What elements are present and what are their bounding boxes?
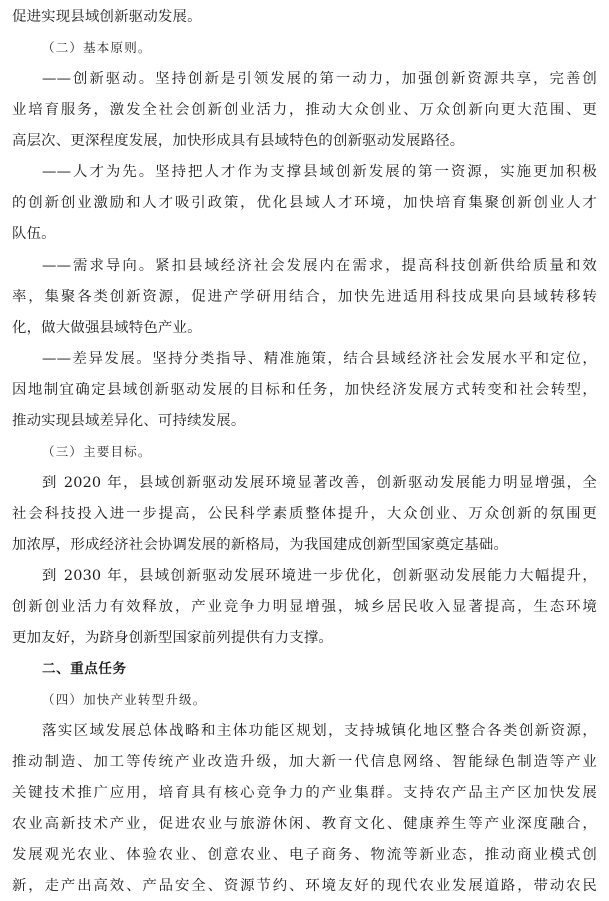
paragraph-line: ——差异发展。坚持分类指导、精准施策，结合县域经济社会发展水平和定位， [42,351,597,367]
paragraph-line: 落实区域发展总体战略和主体功能区规划，支持城镇化地区整合各类创新资源， [42,723,597,739]
paragraph-line: 关键技术推广应用，培育具有核心竞争力的产业集群。支持农产品主产区加快发展 [12,785,597,801]
paragraph-line: 高层次、更深程度发展，加快形成具有县域特色的创新驱动发展路径。 [12,133,465,149]
paragraph-line: 队伍。 [12,226,56,242]
paragraph-line: 到 2030 年，县域创新驱动发展环境进一步优化，创新驱动发展能力大幅提升， [42,568,597,584]
paragraph-line: 的创新创业激励和人才吸引政策，优化县域人才环境，加快培育集聚创新创业人才 [12,195,597,211]
paragraph-line: ——人才为先。坚持把人才作为支撑县域创新发展的第一资源，实施更加积极 [42,164,597,180]
paragraph-line: 化，做大做强县域特色产业。 [12,320,202,336]
paragraph-line: 社会科技投入进一步提高，公民科学素质整体提升，大众创业、万众创新的氛围更 [12,506,597,522]
paragraph-line: 因地制宜确定县域创新驱动发展的目标和任务，加快经济发展方式转变和社会转型， [12,382,597,398]
paragraph-line: 加浓厚，形成经济社会协调发展的新格局，为我国建成创新型国家奠定基础。 [12,537,509,553]
paragraph-line: 新，走产出高效、产品安全、资源节约、环境友好的现代农业发展道路，带动农民 [12,878,597,894]
paragraph-line: 创新创业活力有效释放，产业竞争力明显增强，城乡居民收入显著提高，生态环境 [12,599,597,615]
paragraph-line: 农业高新技术产业，促进农业与旅游休闲、教育文化、健康养生等产业深度融合， [12,816,597,832]
paragraph-line: ——创新驱动。坚持创新是引领发展的第一动力，加强创新资源共享，完善创 [42,71,597,87]
chapter-heading: 二、重点任务 [42,661,127,677]
paragraph-line: 到 2020 年，县域创新驱动发展环境显著改善，创新驱动发展能力明显增强，全 [42,475,597,491]
paragraph-line: 促进实现县域创新驱动发展。 [12,9,202,25]
paragraph-line: 率，集聚各类创新资源，促进产学研用结合，加快先进适用科技成果向县域转移转 [12,289,597,305]
section-heading: （四）加快产业转型升级。 [42,692,207,707]
paragraph-line: 推动制造、加工等传统产业改造升级，加大新一代信息网络、智能绿色制造等产业 [12,754,597,770]
paragraph-line: ——需求导向。紧扣县域经济社会发展内在需求，提高科技创新供给质量和效 [42,258,597,274]
paragraph-line: 推动实现县域差异化、可持续发展。 [12,413,246,429]
paragraph-line: 业培育服务，激发全社会创新创业活力，推动大众创业、万众创新向更大范围、更 [12,102,597,118]
section-heading: （二）基本原则。 [42,40,152,55]
paragraph-line: 发展观光农业、体验农业、创意农业、电子商务、物流等新业态，推动商业模式创 [12,847,597,863]
paragraph-line: 更加友好，为跻身创新型国家前列提供有力支撑。 [12,630,333,646]
section-heading: （三）主要目标。 [42,444,152,459]
